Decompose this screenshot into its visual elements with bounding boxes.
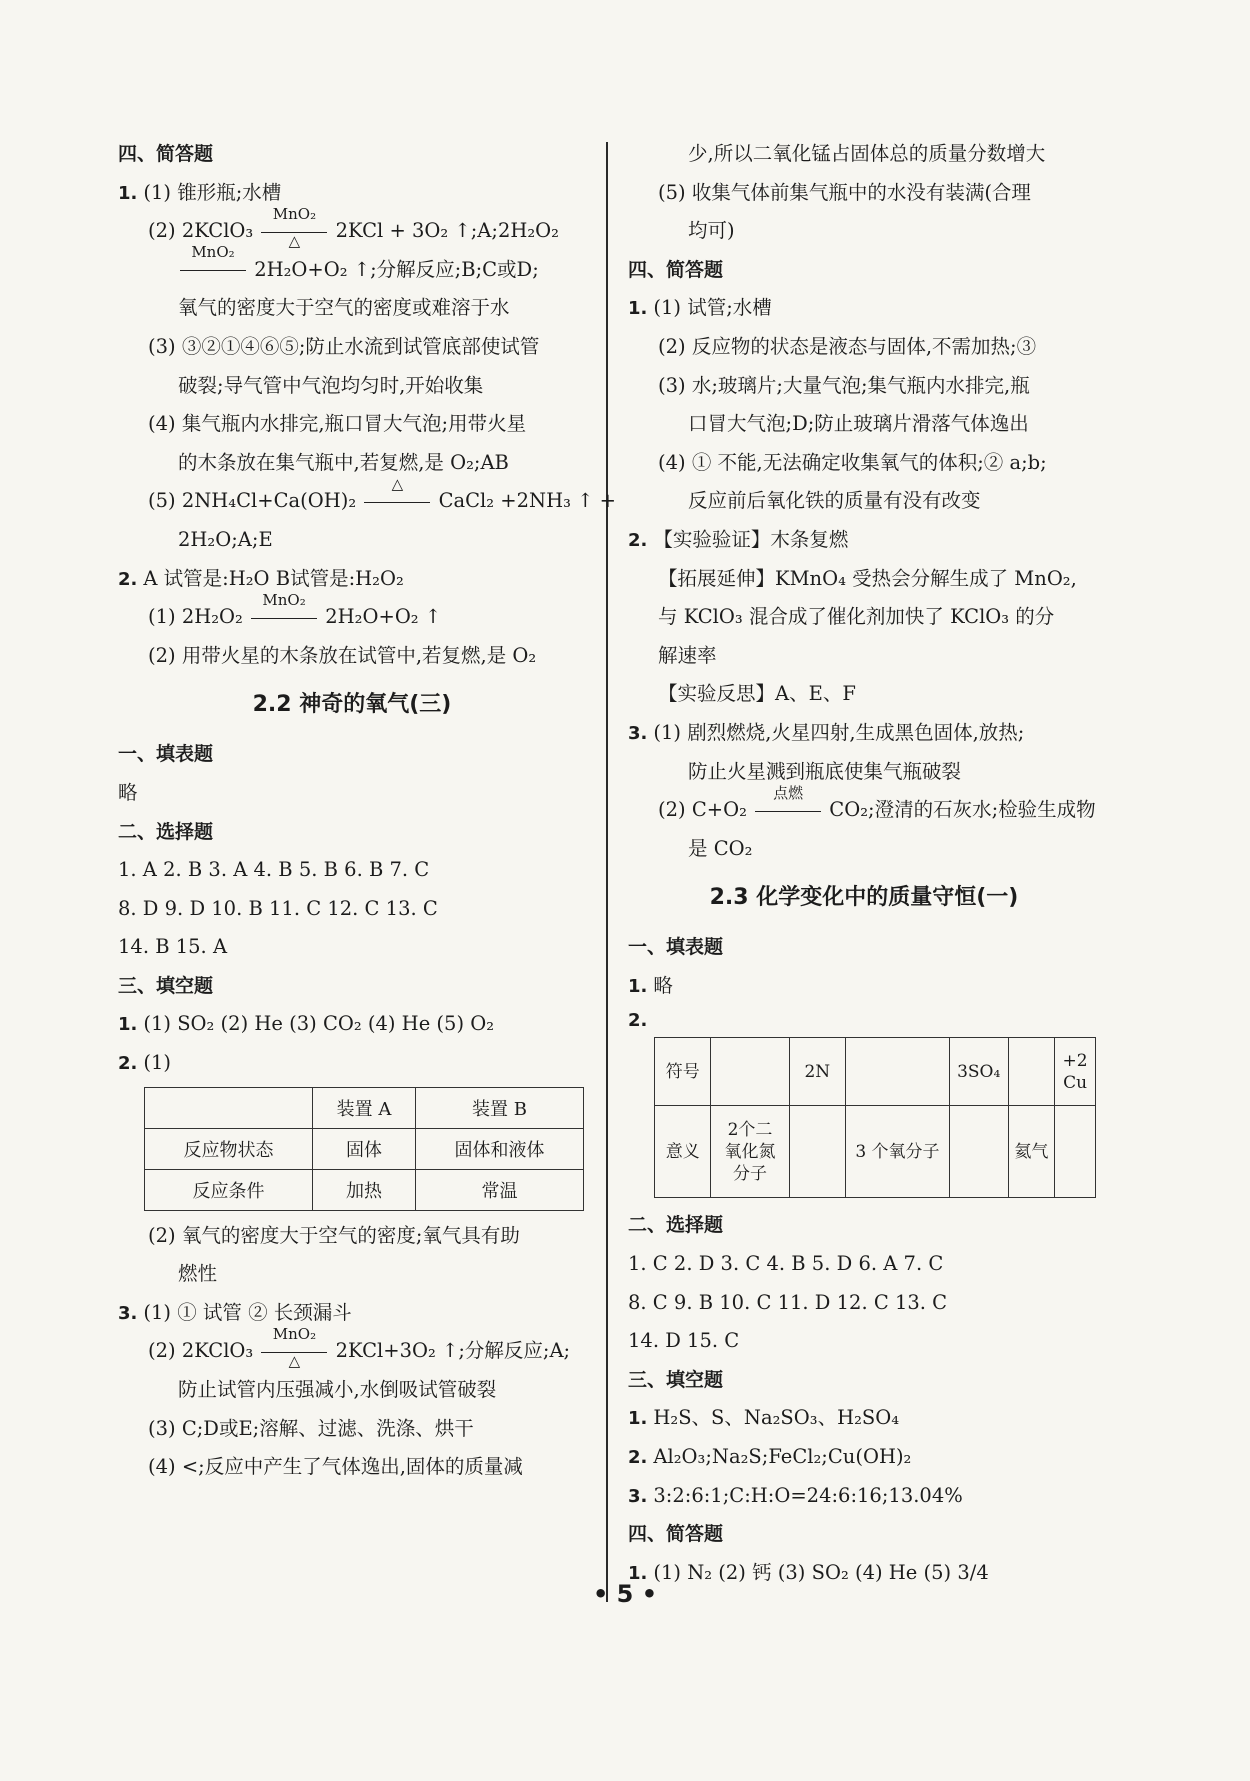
answer-line: (3) C;D或E;溶解、过滤、洗涤、烘干 [148, 1416, 474, 1440]
equation-line [628, 783, 1100, 830]
answer-line: (3) ③②①④⑥⑤;防止水流到试管底部使试管 [148, 334, 540, 358]
answer-line: (1) ① 试管 ② 长颈漏斗 [143, 1300, 352, 1324]
table-cell: 意义 [655, 1106, 711, 1198]
answer-line: H₂S、S、Na₂SO₃、H₂SO₄ [653, 1406, 900, 1430]
table-cell: 常温 [415, 1169, 583, 1210]
table-cell: 2N [789, 1038, 846, 1106]
table-cell: 装置 A [313, 1087, 416, 1128]
eq-reactant: (1) 2H₂O₂ [148, 605, 243, 629]
heading-tianbiao: 一、填表题 [628, 936, 724, 959]
right-column [628, 135, 1100, 1592]
table-cell: 加热 [313, 1169, 416, 1210]
answer-line: 是 CO₂ [688, 836, 753, 860]
answer-line: (1) 试管;水槽 [653, 296, 772, 320]
heading-xuanze: 二、选择题 [118, 820, 214, 843]
table-cell: 2个二 氧化氮 分子 [711, 1106, 789, 1198]
heading-jianda: 四、简答题 [628, 1523, 724, 1546]
answer-line: 的木条放在集气瓶中,若复燃,是 O₂;AB [178, 450, 509, 474]
heading-tianbiao: 一、填表题 [118, 743, 214, 766]
table-cell: +2 Cu [1055, 1038, 1096, 1106]
mc-answers: 1. C 2. D 3. C 4. B 5. D 6. A 7. C [628, 1252, 944, 1276]
answer-line: (1) N₂ (2) 钙 (3) SO₂ (4) He (5) 3/4 [653, 1560, 989, 1584]
section-title-2-2: 2.2 神奇的氧气(三) [252, 692, 452, 718]
eq-product: CO₂;澄清的石灰水;检验生成物 [829, 798, 1096, 822]
answer-line: 防止火星溅到瓶底使集气瓶破裂 [688, 759, 962, 783]
answer-line: (2) 氧气的密度大于空气的密度;氧气具有助 [148, 1223, 520, 1247]
answer-line: 燃性 [178, 1262, 218, 1286]
table-cell [846, 1038, 950, 1106]
mc-answers: 1. A 2. B 3. A 4. B 5. B 6. B 7. C [118, 858, 430, 882]
heading-tiankong: 三、填空题 [118, 974, 214, 997]
answer-line: 【拓展延伸】KMnO₄ 受热会分解生成了 MnO₂, [658, 566, 1077, 590]
table-cell [711, 1038, 789, 1106]
qnum: 1. [118, 1014, 138, 1036]
eq-product: 2H₂O+O₂ ↑;分解反应;B;C或D; [254, 257, 539, 281]
table-cell: 3 个氧分子 [846, 1106, 950, 1198]
qnum: 2. [628, 1447, 648, 1469]
qnum: 2. [628, 1010, 648, 1032]
answer-line: 略 [653, 973, 673, 997]
answer-line: 氧气的密度大于空气的密度或难溶于水 [178, 296, 510, 320]
qnum: 1. [118, 182, 138, 204]
apparatus-table [144, 1087, 584, 1211]
answer-line: (1) SO₂ (2) He (3) CO₂ (4) He (5) O₂ [143, 1012, 495, 1036]
qnum: 1. [628, 1408, 648, 1430]
answer-line: (1) [143, 1051, 171, 1075]
eq-product: 2KCl+3O₂ ↑;分解反应;A; [335, 1339, 571, 1363]
table-cell [949, 1106, 1008, 1198]
reaction-condition: △ [364, 492, 430, 512]
equation-line [118, 243, 586, 290]
eq-reactant: (5) 2NH₄Cl+Ca(OH)₂ [148, 489, 357, 513]
qnum: 1. [628, 975, 648, 997]
reaction-condition: MnO₂ △ [261, 222, 327, 242]
table-cell: 反应物状态 [145, 1128, 313, 1169]
qnum: 2. [118, 568, 138, 590]
heading-jianda: 四、简答题 [628, 258, 724, 281]
table-cell [1055, 1106, 1096, 1198]
page-number: • 5 • [592, 1580, 658, 1608]
equation-line [118, 590, 586, 637]
table-cell: 反应条件 [145, 1169, 313, 1210]
answer-line: 少,所以二氧化锰占固体总的质量分数增大 [688, 142, 1046, 165]
answer-line: 解速率 [658, 643, 717, 667]
mc-answers: 14. B 15. A [118, 935, 228, 959]
answer-line: 2H₂O;A;E [178, 527, 273, 551]
table-cell [789, 1106, 846, 1198]
heading-xuanze: 二、选择题 [628, 1214, 724, 1237]
answer-line: 略 [118, 780, 138, 804]
eq-reactant: (2) C+O₂ [658, 798, 747, 822]
table-cell: 固体 [313, 1128, 416, 1169]
answer-line: (5) 收集气体前集气瓶中的水没有装满(合理 [658, 180, 1031, 204]
qnum: 3. [118, 1302, 138, 1324]
table-cell: 氦气 [1008, 1106, 1055, 1198]
qnum: 3. [628, 1485, 648, 1507]
answer-line: 破裂;导气管中气泡均匀时,开始收集 [178, 373, 484, 397]
answer-line: (4) <;反应中产生了气体逸出,固体的质量减 [148, 1455, 523, 1479]
table-cell: 固体和液体 [415, 1128, 583, 1169]
answer-line: 【实验验证】木条复燃 [653, 527, 849, 551]
mc-answers: 8. C 9. B 10. C 11. D 12. C 13. C [628, 1290, 948, 1314]
reaction-condition: MnO₂ [251, 608, 317, 628]
table-cell [1008, 1038, 1055, 1106]
answer-line: (2) 用带火星的木条放在试管中,若复燃,是 O₂ [148, 643, 537, 667]
answer-line: (2) 反应物的状态是液态与固体,不需加热;③ [658, 334, 1037, 358]
column-divider [606, 142, 608, 1602]
answer-line: (3) 水;玻璃片;大量气泡;集气瓶内水排完,瓶 [658, 373, 1030, 397]
eq-product: 2KCl + 3O₂ ↑;A;2H₂O₂ [335, 219, 559, 243]
reaction-condition: 点燃 [755, 801, 821, 821]
qnum: 2. [118, 1053, 138, 1075]
eq-reactant: (2) 2KClO₃ [148, 1339, 254, 1363]
answer-line: Al₂O₃;Na₂S;FeCl₂;Cu(OH)₂ [653, 1445, 912, 1469]
answer-line: 【实验反思】A、E、F [658, 682, 856, 706]
eq-reactant: (2) 2KClO₃ [148, 219, 254, 243]
answer-line: 防止试管内压强减小,水倒吸试管破裂 [178, 1378, 497, 1402]
reaction-condition: MnO₂ [180, 260, 246, 280]
qnum: 3. [628, 722, 648, 744]
answer-line: 均可) [688, 219, 735, 243]
eq-product: 2H₂O+O₂ ↑ [325, 605, 442, 629]
answer-line: 反应前后氧化铁的质量有没有改变 [688, 489, 981, 513]
equation-line [118, 474, 617, 521]
section-title-2-3: 2.3 化学变化中的质量守恒(一) [709, 885, 1019, 911]
mc-answers: 8. D 9. D 10. B 11. C 12. C 13. C [118, 896, 438, 920]
table-cell: 装置 B [415, 1087, 583, 1128]
heading-tiankong: 三、填空题 [628, 1368, 724, 1391]
left-column [118, 135, 617, 1487]
symbol-meaning-table [654, 1037, 1096, 1198]
qnum: 2. [628, 529, 648, 551]
answer-line: (1) 锥形瓶;水槽 [143, 180, 282, 204]
answer-line: (4) ① 不能,无法确定收集氧气的体积;② a;b; [658, 450, 1047, 474]
table-cell [145, 1087, 313, 1128]
answer-line: 口冒大气泡;D;防止玻璃片滑落气体逸出 [688, 412, 1029, 436]
reaction-condition: MnO₂ △ [261, 1342, 327, 1362]
answer-line: (1) 剧烈燃烧,火星四射,生成黑色固体,放热; [653, 720, 1025, 744]
table-cell: 符号 [655, 1038, 711, 1106]
eq-product: CaCl₂ +2NH₃ ↑ + [438, 489, 617, 513]
answer-line: A 试管是:H₂O B试管是:H₂O₂ [143, 566, 404, 590]
qnum: 1. [628, 1562, 648, 1584]
answer-line: (4) 集气瓶内水排完,瓶口冒大气泡;用带火星 [148, 412, 527, 436]
table-cell: 3SO₄ [949, 1038, 1008, 1106]
answer-line: 3:2:6:1;C:H:O=24:6:16;13.04% [653, 1483, 963, 1507]
answer-line: 与 KClO₃ 混合成了催化剂加快了 KClO₃ 的分 [658, 605, 1055, 629]
qnum: 1. [628, 298, 648, 320]
equation-line [118, 1324, 586, 1371]
mc-answers: 14. D 15. C [628, 1329, 740, 1353]
heading-jianda: 四、简答题 [118, 143, 214, 165]
